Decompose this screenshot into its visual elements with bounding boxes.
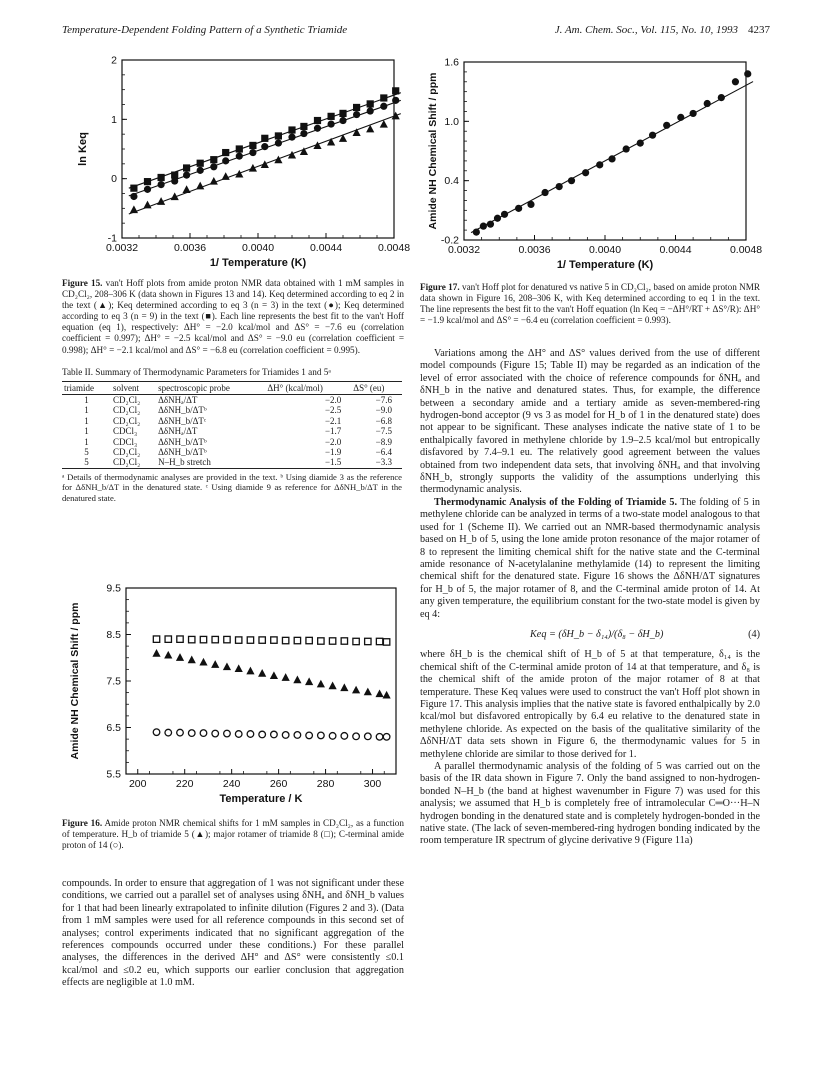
- table-cell: ΔδNH_b/ΔTᵇ: [158, 405, 207, 416]
- data-point-open-circle: [329, 733, 336, 740]
- x-tick-label: 300: [363, 778, 382, 790]
- running-header: Temperature-Dependent Folding Pattern of a Synthetic Triamide: [62, 24, 348, 36]
- data-point-open-circle: [306, 732, 313, 739]
- figure-16-label: Figure 16.: [62, 818, 103, 828]
- table-row: [62, 395, 402, 406]
- y-axis-label: Amide NH Chemical Shift / ppm: [427, 72, 439, 230]
- data-point-open-circle: [153, 729, 160, 736]
- data-point-open-circle: [376, 734, 383, 741]
- table-cell: 1: [84, 415, 89, 426]
- y-tick-label: 1.0: [444, 115, 459, 128]
- equation-number: (4): [748, 628, 760, 640]
- table-cell: −7.6: [375, 395, 392, 405]
- figure-17-label: Figure 17.: [420, 282, 460, 292]
- data-point-open-circle: [235, 731, 242, 738]
- equation-4: [420, 629, 760, 641]
- data-point-square: [197, 160, 204, 167]
- figure-16-caption: [62, 818, 404, 851]
- x-tick-label: 200: [128, 778, 147, 790]
- y-tick-label: 6.5: [106, 722, 121, 734]
- column-header: triamide: [64, 383, 94, 393]
- data-point-square: [288, 126, 295, 133]
- y-tick-label: 0: [111, 173, 117, 186]
- data-point-circle: [541, 189, 548, 196]
- y-tick-label: -0.2: [440, 234, 459, 247]
- data-point-open-square: [165, 636, 171, 642]
- data-point-open-square: [318, 638, 324, 644]
- table-row: [62, 437, 402, 447]
- data-point-circle: [314, 125, 321, 132]
- data-point-circle: [649, 132, 656, 139]
- data-point-triangle: [261, 160, 269, 168]
- data-point-square: [339, 110, 346, 117]
- data-point-triangle: [223, 662, 231, 670]
- data-point-triangle: [235, 170, 243, 178]
- data-point-open-square: [383, 639, 389, 645]
- figure-17-caption-text: van't Hoff plot for denatured vs native 5 in CD₂Cl₂, based on amide proton NMR data shown in Figure 16, 208–306 K, with Keq determined according to eq 1 in the text. The line represents the best fit to the van't Hoff equation (ln Keq = −ΔH°/RT + ΔS°/R): ΔH° = −1.9 kcal/mol and ΔS° = −6.4 eu (correlation coefficient = 0.993).: [420, 282, 761, 326]
- table-cell: 1: [84, 395, 89, 405]
- table-cell: ΔδNHₐ/ΔT: [158, 395, 198, 405]
- data-point-open-square: [153, 636, 159, 642]
- data-point-triangle: [183, 185, 191, 193]
- y-tick-label: 2: [111, 54, 117, 67]
- figure-17-chart: [420, 54, 765, 282]
- data-point-open-circle: [188, 730, 195, 737]
- data-point-square: [249, 142, 256, 149]
- data-point-open-square: [177, 636, 183, 642]
- plot-frame: [122, 60, 394, 238]
- data-point-open-circle: [271, 731, 278, 738]
- data-point-open-circle: [353, 733, 360, 740]
- data-point-circle: [556, 183, 563, 190]
- table-cell: ΔδNH_b/ΔTᶜ: [158, 415, 207, 426]
- data-point-triangle: [352, 686, 360, 694]
- table-header-row: [62, 382, 402, 395]
- data-point-square: [367, 100, 374, 107]
- table-2-title: Table II. Summary of Thermodynamic Parameters for Triamides 1 and 5ᵃ: [62, 367, 331, 377]
- data-point-circle: [275, 139, 282, 146]
- data-point-triangle: [176, 653, 184, 661]
- y-tick-label: -1: [107, 232, 117, 245]
- y-tick-label: 0.4: [444, 175, 459, 188]
- y-tick-label: 1.6: [444, 56, 459, 69]
- data-point-triangle: [375, 689, 383, 697]
- data-point-square: [275, 132, 282, 139]
- plot-frame: [126, 588, 396, 774]
- data-point-circle: [261, 143, 268, 150]
- data-point-triangle: [188, 656, 196, 664]
- data-point-triangle: [340, 683, 348, 691]
- figure-15-chart: [62, 42, 412, 278]
- table-cell: 5: [84, 447, 89, 458]
- data-point-circle: [608, 155, 615, 162]
- x-axis-label: Temperature / K: [219, 793, 303, 805]
- paragraph: The folding of 5 in methylene chloride can be analyzed in terms of a two-state model analogous to that used for 1 (Scheme II). We carried out an NMR-based thermodynamic analysis based on H_b of 5, using the lone amide proton resonance of the major rotamer of 8 to represent the limiting chemical shift for the native state and the C-terminal amide resonance of N-acetylalanine methylamide (14) to represent the limiting chemical shift for the denatured state. Figure 16 shows the ΔδNH/ΔT signatures for H_b of 5, the major rotamer of 8, and the C-terminal amide proton of 14. At any given temperature, the equilibrium constant for the two-state model is given by eq 4:: [420, 496, 760, 620]
- x-tick-label: 220: [175, 778, 194, 790]
- data-point-circle: [222, 157, 229, 164]
- data-point-open-circle: [383, 734, 390, 741]
- x-tick-label: 240: [222, 778, 241, 790]
- table-cell: ΔδNH_b/ΔTᵇ: [158, 447, 207, 458]
- data-point-triangle: [130, 205, 138, 213]
- y-axis-label: ln Keq: [77, 132, 89, 166]
- data-point-triangle: [364, 688, 372, 696]
- data-point-circle: [501, 211, 508, 218]
- data-point-square: [183, 164, 190, 171]
- table-cell: −2.5: [324, 405, 342, 416]
- data-point-triangle: [199, 658, 207, 666]
- table-cell: −8.9: [375, 436, 392, 447]
- data-point-circle: [367, 107, 374, 114]
- x-tick-label: 0.0032: [447, 244, 481, 256]
- table-2: [62, 367, 402, 503]
- y-tick-label: 8.5: [106, 629, 121, 641]
- data-point-open-circle: [365, 733, 372, 740]
- x-tick-label: 260: [269, 778, 288, 790]
- table-cell: CDCl₃: [113, 436, 138, 447]
- table-cell: −6.4: [375, 447, 392, 458]
- data-point-triangle: [235, 664, 243, 672]
- table-cell: N–H_b stretch: [158, 457, 211, 468]
- data-point-circle: [473, 228, 480, 235]
- data-point-open-circle: [282, 732, 289, 739]
- table-cell: −2.0: [324, 436, 342, 447]
- table-row: [62, 426, 402, 436]
- data-point-open-square: [235, 637, 241, 643]
- table-cell: −2.0: [324, 395, 342, 405]
- column-2-text: [420, 348, 760, 848]
- x-tick-label: 0.0036: [173, 242, 207, 254]
- x-axis-label: 1/ Temperature (K): [556, 259, 654, 271]
- data-point-circle: [300, 130, 307, 137]
- data-point-triangle: [210, 177, 218, 185]
- data-point-circle: [596, 161, 603, 168]
- data-point-circle: [130, 193, 137, 200]
- y-tick-label: 5.5: [106, 768, 121, 781]
- data-point-circle: [744, 70, 751, 77]
- data-point-circle: [144, 186, 151, 193]
- equation-body: Keq = (δH_b − δ₁₄)/(δ₈ − δH_b): [530, 628, 664, 640]
- data-point-square: [328, 113, 335, 120]
- data-point-open-square: [353, 638, 359, 644]
- data-point-circle: [210, 163, 217, 170]
- data-point-circle: [392, 97, 399, 104]
- table-cell: CD₂Cl₂: [113, 457, 141, 468]
- data-point-open-square: [247, 637, 253, 643]
- data-point-circle: [582, 169, 589, 176]
- data-point-circle: [677, 114, 684, 121]
- data-point-open-square: [200, 636, 206, 642]
- x-tick-label: 0.0032: [105, 242, 139, 254]
- x-tick-label: 0.0044: [659, 244, 692, 256]
- table-cell: CD₂Cl₂: [113, 395, 141, 405]
- x-tick-label: 280: [316, 778, 335, 790]
- data-point-square: [392, 87, 399, 94]
- data-point-circle: [718, 94, 725, 101]
- data-point-square: [158, 174, 165, 181]
- table-cell: 1: [84, 405, 89, 416]
- data-point-square: [210, 156, 217, 163]
- data-point-open-circle: [341, 733, 348, 740]
- table-cell: CD₂Cl₂: [113, 447, 141, 458]
- data-point-open-circle: [212, 730, 219, 737]
- data-point-circle: [704, 100, 711, 107]
- data-point-triangle: [282, 673, 290, 681]
- data-point-open-circle: [177, 729, 184, 736]
- section-heading: Thermodynamic Analysis of the Folding of Triamide 5.: [434, 496, 678, 508]
- data-point-circle: [527, 201, 534, 208]
- table-cell: −3.3: [375, 457, 392, 468]
- data-point-circle: [183, 172, 190, 179]
- data-point-square: [300, 123, 307, 130]
- data-point-triangle: [143, 201, 151, 209]
- table-cell: −1.9: [324, 447, 342, 458]
- data-point-triangle: [258, 669, 266, 677]
- data-point-open-square: [329, 638, 335, 644]
- figure-17-caption: [420, 282, 760, 326]
- x-tick-label: 0.0036: [518, 244, 551, 256]
- journal-citation: J. Am. Chem. Soc., Vol. 115, No. 10, 1993: [554, 24, 738, 36]
- table-cell: ΔδNH_b/ΔTᵇ: [158, 436, 207, 447]
- data-point-triangle: [196, 182, 204, 190]
- data-point-circle: [494, 215, 501, 222]
- data-point-triangle: [164, 651, 172, 659]
- table-cell: −7.5: [375, 426, 392, 437]
- data-point-circle: [197, 167, 204, 174]
- paragraph: Variations among the ΔH° and ΔS° values derived from the use of different model compounds (Figure 15; Table II) may be regarded as an indication of the level of error associated with the choice of reference compounds for δNHₐ and δNH_b in the native and denatured states. Thus, for example, the difference between a secondary amide and a tertiary amide as seven-membered-ring hydrogen-bond acceptor (9 vs 3 as model for H_b of 1 in the denatured state) does not appear to be significant. These analyses indicate the native state of 1 to be enthalpically favored in methylene chloride by 1.9–2.5 kcal/mol but entropically disfavored by 7.4–9.1 eu. The relatively good agreement between the values obtained from two independent data sets, that involving δNHₐ and that involving δNH_b, strongly supports the validity of the assumptions underlying this thermodynamic analysis.: [420, 348, 760, 496]
- table-cell: −1.5: [324, 457, 342, 468]
- table-row: [62, 405, 402, 415]
- figure-15-caption: [62, 278, 404, 356]
- x-axis-label: 1/ Temperature (K): [209, 257, 307, 269]
- table-2-grid: [62, 381, 402, 469]
- x-tick-label: 0.0040: [241, 242, 275, 254]
- data-point-open-square: [376, 638, 382, 644]
- x-tick-label: 0.0040: [588, 244, 622, 256]
- data-point-triangle: [222, 172, 230, 180]
- column-header: ΔS° (eu): [353, 383, 385, 393]
- data-point-circle: [158, 181, 165, 188]
- figure-16-chart: [62, 578, 412, 816]
- column-header: spectroscopic probe: [158, 383, 230, 393]
- data-point-circle: [480, 223, 487, 230]
- page-number: 4237: [748, 24, 770, 36]
- data-point-triangle: [383, 691, 391, 699]
- table-row: [62, 416, 402, 426]
- data-point-circle: [487, 221, 494, 228]
- data-point-open-circle: [247, 731, 254, 738]
- data-point-open-circle: [200, 730, 207, 737]
- table-cell: ΔδNHₐ/ΔT: [158, 426, 198, 437]
- data-point-square: [314, 117, 321, 124]
- data-point-circle: [732, 78, 739, 85]
- x-tick-label: 0.0048: [729, 244, 763, 256]
- data-point-open-circle: [294, 732, 301, 739]
- data-point-circle: [690, 110, 697, 117]
- data-point-open-square: [212, 636, 218, 642]
- data-point-circle: [249, 149, 256, 156]
- table-row: [62, 457, 402, 468]
- data-point-square: [144, 178, 151, 185]
- data-point-circle: [236, 153, 243, 160]
- y-tick-label: 1: [111, 113, 117, 126]
- x-tick-label: 0.0044: [309, 242, 343, 254]
- data-point-circle: [353, 111, 360, 118]
- table-cell: −2.1: [324, 415, 342, 426]
- data-point-circle: [380, 103, 387, 110]
- data-point-open-square: [271, 637, 277, 643]
- table-2-footnote: ᵃ Details of thermodynamic analyses are provided in the text. ᵇ Using diamide 3 as the reference for ΔδNH_b/ΔT in the denatured state. ᶜ Using diamide 9 as reference for ΔδNH_b/ΔT in the denatured state.: [62, 471, 402, 503]
- table-cell: −9.0: [375, 405, 392, 416]
- data-point-square: [222, 149, 229, 156]
- data-point-triangle: [317, 680, 325, 688]
- data-point-open-circle: [224, 730, 231, 737]
- column-header: solvent: [113, 383, 140, 393]
- table-cell: 1: [84, 436, 89, 447]
- y-tick-label: 7.5: [106, 675, 121, 688]
- figure-15-caption-text: van't Hoff plots from amide proton NMR data obtained with 1 mM samples in CD₂Cl₂, 208–306 K (data shown in Figures 13 and 14). Keq determined according to eq 2 in the text (▲); Keq determined according to eq 3 (n = 3) in the text (●); Keq determined according to eq 3 (n = 9) in the text (■). Each line represents the best fit to the van't Hoff equation (eq 1), respectively: ΔH° = −2.0 kcal/mol and ΔS° = −7.6 eu (correlation coefficient = 0.997); ΔH° = −2.5 kcal/mol and ΔS° = −9.0 eu (correlation coefficient = 0.998); ΔH° = −2.1 kcal/mol and ΔS° = −6.8 eu (correlation coefficient = 0.995).: [62, 278, 405, 355]
- data-point-triangle: [327, 138, 335, 146]
- data-point-triangle: [211, 660, 219, 668]
- y-tick-label: 9.5: [106, 582, 121, 595]
- data-point-circle: [568, 177, 575, 184]
- data-point-triangle: [249, 164, 257, 172]
- data-point-open-square: [365, 638, 371, 644]
- data-point-square: [236, 145, 243, 152]
- data-point-open-square: [224, 636, 230, 642]
- y-axis-label: Amide NH Chemical Shift / ppm: [69, 602, 81, 760]
- data-point-triangle: [305, 677, 313, 685]
- data-point-open-square: [259, 637, 265, 643]
- data-point-triangle: [392, 112, 400, 120]
- data-point-open-square: [189, 636, 195, 642]
- data-point-open-square: [306, 637, 312, 643]
- data-point-triangle: [293, 676, 301, 684]
- data-point-circle: [171, 177, 178, 184]
- data-point-square: [380, 94, 387, 101]
- data-point-open-circle: [165, 729, 172, 736]
- journal-header: [555, 24, 770, 36]
- paragraph: where δH_b is the chemical shift of H_b of 5 at that temperature, δ₁₄ is the chemical shift of the C-terminal amide proton of 14 at that temperature, and δ₈ is the chemical shift of the amide proton of the major rotamer of 8 at that temperature. These Keq values were used to construct the van't Hoff plot shown in Figure 17. This analysis implies that the native state is favored enthalpically by 2.0 kcal/mol but disfavored entropically by 6.4 eu relative to the denatured state in methylene chloride. As expected on the basis of the qualitative similarity of the ΔδNH/ΔT data sets shown in Figure 6, the thermodynamic values for 5 in methylene chloride are similar to those derived for 1.: [420, 649, 760, 760]
- data-point-open-square: [294, 637, 300, 643]
- data-point-circle: [328, 120, 335, 127]
- table-cell: CDCl₃: [113, 426, 138, 437]
- data-point-circle: [515, 205, 522, 212]
- table-cell: CD₂Cl₂: [113, 415, 141, 426]
- column-1-text: [62, 878, 404, 990]
- data-point-square: [261, 135, 268, 142]
- data-point-circle: [637, 139, 644, 146]
- column-header: ΔH° (kcal/mol): [267, 383, 323, 393]
- data-point-open-circle: [259, 731, 266, 738]
- table-cell: CD₂Cl₂: [113, 405, 141, 416]
- data-point-triangle: [246, 667, 254, 675]
- data-point-triangle: [329, 682, 337, 690]
- table-cell: 1: [84, 426, 89, 437]
- figure-16-caption-text: Amide proton NMR chemical shifts for 1 mM samples in CD₂Cl₂, as a function of temperature. H_b of triamide 5 (▲); major rotamer of triamide 8 (□); C-terminal amide proton of 14 (○).: [62, 818, 404, 851]
- data-point-triangle: [339, 134, 347, 142]
- data-point-circle: [663, 122, 670, 129]
- data-point-open-square: [341, 638, 347, 644]
- data-point-triangle: [270, 671, 278, 679]
- paragraph: A parallel thermodynamic analysis of the folding of 5 was carried out on the basis of the IR data shown in Figure 7. Only the band assigned to non-hydrogen-bonded N–H_b (the band at highest wavenumber in Figure 7) was used for this analysis; we assumed that H_b is completely free of intramolecular C═O···H–N hydrogen bonding in the denatured state and is completely hydrogen-bonded in the native state. (The lack of seven-membered-ring hydrogen bonding indicated by the room temperature IR spectrum of glycine derivative 9 (Figure 11a): [420, 761, 760, 847]
- table-cell: 5: [84, 457, 89, 468]
- table-cell: −6.8: [375, 415, 392, 426]
- data-point-circle: [288, 134, 295, 141]
- data-point-open-circle: [318, 732, 325, 739]
- data-point-circle: [623, 145, 630, 152]
- table-cell: −1.7: [324, 426, 342, 437]
- figure-15-label: Figure 15.: [62, 278, 103, 288]
- paragraph: compounds. In order to ensure that aggregation of 1 was not significant under these conditions, we carried out a parallel set of analyses using δNHₐ and δNH_b values for 1 that had been linearly extrapolated to infinite dilution (Figures 2 and 3). (Data from 1 mM samples were used for all reference compounds in this second set of analyses; control experiments indicated that no significant aggregation of the references compounds occurred under these conditions.) For these parallel analyses, the differences in the derived ΔH° and ΔS° were consistently ≤0.1 kcal/mol and ≤0.2 eu, which supports our earlier conclusion that aggregation effects are negligible at 1.0 mM.: [62, 878, 404, 989]
- x-tick-label: 0.0048: [377, 242, 411, 254]
- table-row: [62, 447, 402, 457]
- data-point-square: [130, 185, 137, 192]
- data-point-circle: [339, 117, 346, 124]
- data-point-square: [353, 104, 360, 111]
- data-point-open-square: [282, 637, 288, 643]
- data-point-triangle: [152, 649, 160, 657]
